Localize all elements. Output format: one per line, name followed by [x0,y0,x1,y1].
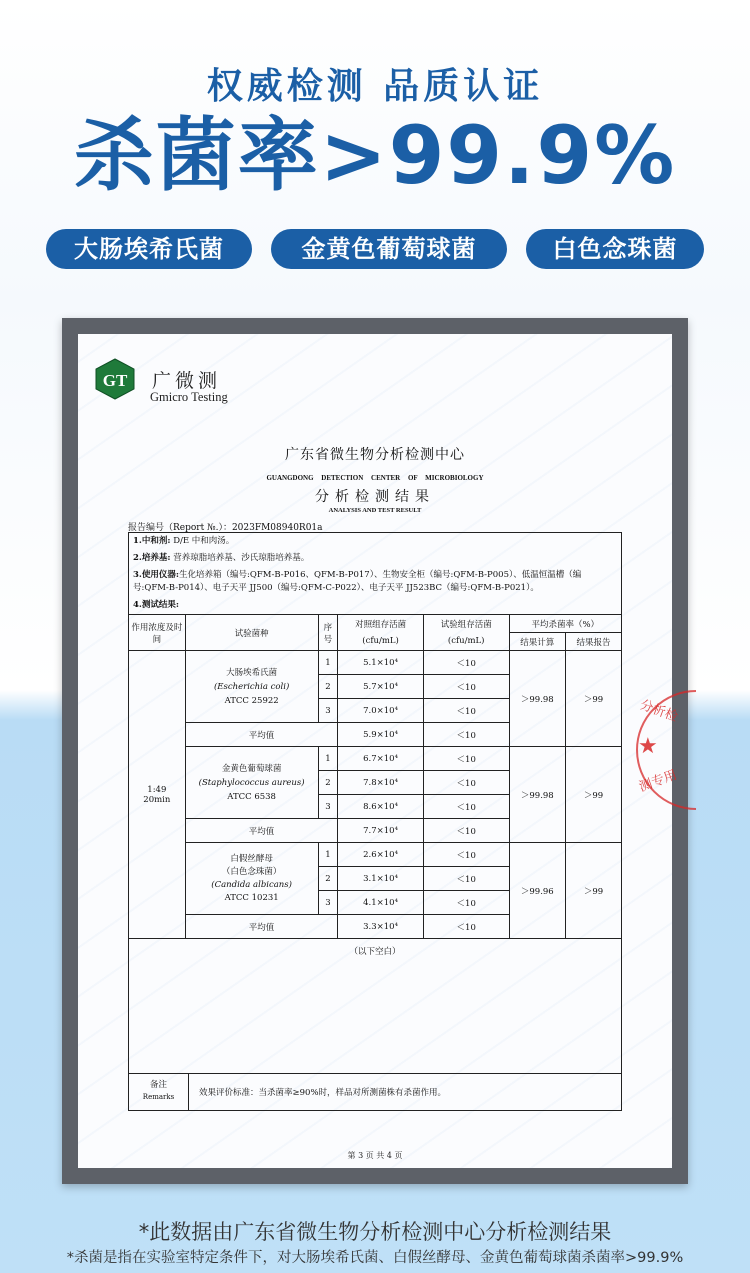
remarks-label [129,1074,189,1110]
blank-note: （以下空白） [349,947,401,957]
official-seal [636,690,696,810]
seq-cell: 3 [318,699,338,723]
th-avg-rate: 平均杀菌率（%） [509,615,621,633]
avg-label: 平均值 [185,915,338,939]
seq-cell: 1 [318,651,338,675]
th-seq: 序号 [318,615,338,651]
hero-headline: 杀菌率>99.9% [73,109,677,202]
avg-test-cell: ＜10 [423,819,509,843]
remarks-label-cn: 备注 [149,1080,167,1090]
info-neutralizer [129,533,621,550]
info-label: 1.中和剂: [133,536,171,546]
th-calc: 结果计算 [509,633,566,651]
report-info-box [128,532,622,615]
report-title-en: ANALYSIS AND TEST RESULT [328,507,422,514]
remarks-label-en: Remarks [142,1093,175,1101]
strain-cell-candida [185,843,318,915]
seq-cell: 3 [318,795,338,819]
seal-text-bottom: 测专用 [637,767,680,796]
info-text: D/E 中和肉汤。 [173,536,235,546]
strain-cell-e-coli [185,651,318,723]
strain-atcc: ATCC 10231 [224,892,279,903]
seq-cell: 2 [318,771,338,795]
control-cell: 8.6×10⁴ [338,795,424,819]
th-report: 结果报告 [566,633,622,651]
calc-cell: ＞99.96 [509,843,566,939]
time-value: 20min [143,794,171,805]
report-cell: ＞99 [566,651,622,747]
seq-cell: 2 [318,675,338,699]
org-name-cn: 广东省微生物分析检测中心 [285,447,465,463]
info-text: 营养琼脂培养基、沙氏琼脂培养基。 [173,553,310,563]
th-control-unit: (cfu/mL) [338,633,424,651]
th-test-unit: (cfu/mL) [423,633,509,651]
remarks-text: 效果评价标准：当杀菌率≥90%时，样品对所测菌株有杀菌作用。 [199,1088,447,1098]
info-label: 4.测试结果: [133,600,180,610]
report-paper [78,334,672,1168]
blank-area [128,939,622,1073]
logo-name-cn: 广微测 [152,370,222,392]
test-cell: ＜10 [423,771,509,795]
avg-label: 平均值 [185,819,338,843]
seq-cell: 2 [318,867,338,891]
th-conc: 作用浓度及时间 [129,615,186,651]
avg-label: 平均值 [185,723,338,747]
info-medium [129,550,621,567]
svg-text:GT: GT [102,371,128,390]
strain-latin: (Candida albicans) [211,879,292,890]
info-text: 生化培养箱（编号:QFM-B-P016、QFM-B-P017）、生物安全柜（编号:QFM-B-P005）、低温恒温槽（编号:QFM-B-P014）、电子天平 JJ500（编号:QFM-C-P022）、电子天平 JJ523BC（编号:QFM-B-P021）。 [133,570,582,593]
control-cell: 5.7×10⁴ [338,675,424,699]
test-cell: ＜10 [423,843,509,867]
seq-cell: 1 [318,843,338,867]
control-cell: 4.1×10⁴ [338,891,424,915]
th-control: 对照组存活菌 [338,615,424,633]
test-cell: ＜10 [423,747,509,771]
th-strain: 试验菌种 [185,615,318,651]
report-frame [62,318,688,1184]
avg-control-cell: 7.7×10⁴ [338,819,424,843]
conc-cell [129,651,186,939]
conc-value: 1:49 [147,784,167,795]
strain-cn-alt: （白色念珠菌） [221,866,282,877]
avg-test-cell: ＜10 [423,915,509,939]
control-cell: 7.8×10⁴ [338,771,424,795]
avg-control-cell: 5.9×10⁴ [338,723,424,747]
test-cell: ＜10 [423,675,509,699]
control-cell: 3.1×10⁴ [338,867,424,891]
pill-staph-aureus: 金黄色葡萄球菌 [271,229,507,269]
remarks-row [128,1073,622,1111]
avg-control-cell: 3.3×10⁴ [338,915,424,939]
results-table [128,614,622,939]
calc-cell: ＞99.98 [509,651,566,747]
test-cell: ＜10 [423,795,509,819]
control-cell: 2.6×10⁴ [338,843,424,867]
seal-star-icon: ★ [638,734,658,759]
report-cell: ＞99 [566,843,622,939]
strain-latin: (Escherichia coli) [213,681,290,692]
report-title-cn: 分析检测结果 [315,489,435,505]
strain-latin: (Staphylococcus aureus) [198,777,305,788]
report-number: 报告编号（Report №.）：2023FM08940R01a [128,523,323,533]
org-name-en: GUANGDONG DETECTION CENTER OF MICROBIOLOGY [266,474,484,482]
strain-cn: 大肠埃希氏菌 [226,667,278,678]
pill-candida: 白色念珠菌 [526,229,704,269]
report-cell: ＞99 [566,747,622,843]
logo-name-en: Gmicro Testing [150,390,228,404]
strain-cn: 金黄色葡萄球菌 [221,763,282,774]
th-test: 试验组存活菌 [423,615,509,633]
info-results [129,597,621,614]
strain-cn: 白假丝酵母 [230,853,273,864]
pill-e-coli: 大肠埃希氏菌 [46,229,252,269]
test-cell: ＜10 [423,651,509,675]
info-label: 3.使用仪器: [133,570,180,580]
hero-subtitle: 权威检测 品质认证 [206,66,544,107]
test-cell: ＜10 [423,891,509,915]
avg-test-cell: ＜10 [423,723,509,747]
seal-text-top: 分析检 [637,697,680,726]
test-cell: ＜10 [423,699,509,723]
info-label: 2.培养基: [133,553,171,563]
control-cell: 7.0×10⁴ [338,699,424,723]
info-instruments [129,567,621,597]
test-cell: ＜10 [423,867,509,891]
seq-cell: 1 [318,747,338,771]
strain-atcc: ATCC 25922 [224,695,279,706]
control-cell: 5.1×10⁴ [338,651,424,675]
footer-note-1: *此数据由广东省微生物分析检测中心分析检测结果 [138,1220,612,1244]
control-cell: 6.7×10⁴ [338,747,424,771]
calc-cell: ＞99.98 [509,747,566,843]
strain-atcc: ATCC 6538 [227,791,276,802]
page-number: 第 3 页 共 4 页 [347,1151,403,1160]
gt-logo-icon [94,358,136,400]
seq-cell: 3 [318,891,338,915]
footer-note-2: *杀菌是指在实验室特定条件下，对大肠埃希氏菌、白假丝酵母、金黄色葡萄球菌杀菌率>99.9% [66,1250,684,1266]
strain-cell-staph [185,747,318,819]
